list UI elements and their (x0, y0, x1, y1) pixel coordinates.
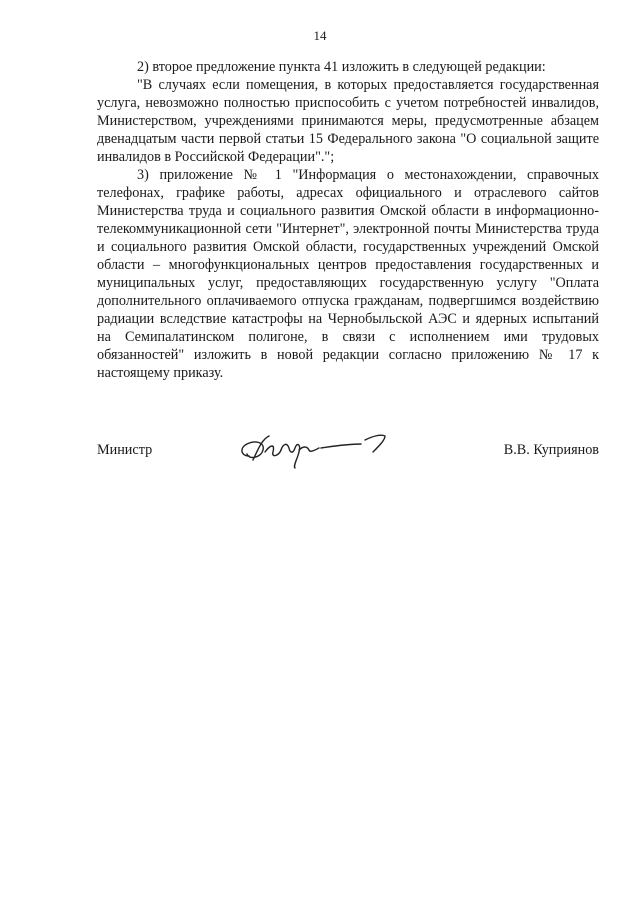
signature-block (97, 440, 599, 480)
paragraph-item-3: 3) приложение № 1 "Информация о местонахождении, справочных телефонах, графике работы, адресах официального и отраслевого сайтов Министерства труда и социального развития Омской области в информационно-телекоммуникационной сети "Интернет", электронной почты Министерства труда и социального развития Омской области, государственных учреждений Омской области – многофункциональных центров предоставления государственных и муниципальных услуг, предоставляющих государственную услугу "Оплата дополнительного оплачиваемого отпуска гражданам, подвергшимся воздействию радиации вследствие катастрофы на Чернобыльской АЭС и ядерных испытаний на Семипалатинском полигоне, в связи с исполнением ими трудовых обязанностей" изложить в новой редакции согласно приложению № 17 к настоящему приказу. (97, 167, 599, 381)
page-number: 14 (313, 28, 327, 43)
signer-name: В.В. Куприянов (503, 442, 599, 458)
paragraph-item-2-text: "В случаях если помещения, в которых предоставляется государственная услуга, невозможно полностью приспособить с учетом потребностей инвалидов, Министерством, учреждениями принимаются меры, предусмотренные абзацем двенадцатым части первой статьи 15 Федерального закона "О социальной защите инвалидов в Российской Федерации"."; (97, 77, 599, 165)
document-body (97, 58, 599, 382)
handwritten-signature (235, 426, 395, 470)
paragraph-item-2: 2) второе предложение пункта 41 изложить в следующей редакции: (137, 59, 546, 75)
signer-position: Министр (97, 442, 153, 458)
